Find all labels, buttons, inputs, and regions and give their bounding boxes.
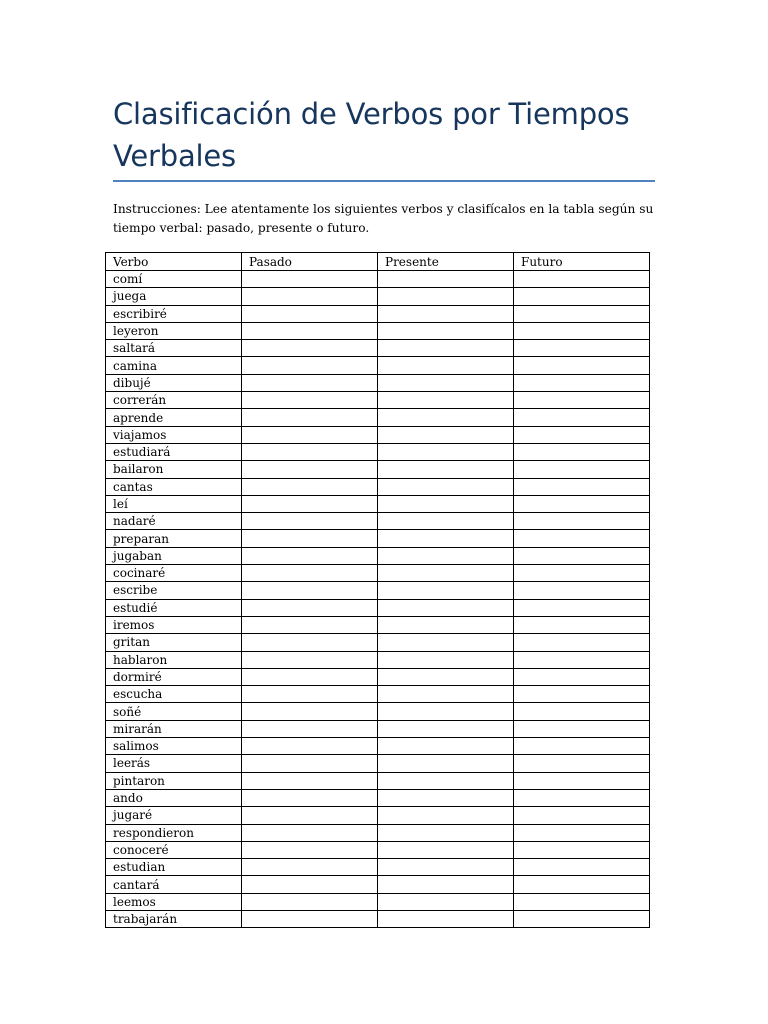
table-body [106,271,650,928]
presente-cell[interactable] [378,651,514,668]
verb-cell: mirarán [106,720,242,737]
verb-cell: camina [106,357,242,374]
futuro-cell[interactable] [514,495,650,512]
table-row [106,288,650,305]
verb-cell: comí [106,271,242,288]
presente-cell[interactable] [378,686,514,703]
presente-cell[interactable] [378,807,514,824]
verb-cell: cantará [106,876,242,893]
table-row [106,876,650,893]
pasado-cell[interactable] [242,271,378,288]
presente-cell[interactable] [378,738,514,755]
presente-cell[interactable] [378,599,514,616]
pasado-cell[interactable] [242,495,378,512]
verb-cell: estudié [106,599,242,616]
pasado-cell[interactable] [242,357,378,374]
document-title: Clasificación de Verbos por Tiempos Verbales [113,97,630,173]
pasado-cell[interactable] [242,772,378,789]
verb-cell: estudiará [106,443,242,460]
table-row [106,893,650,910]
presente-cell[interactable] [378,565,514,582]
futuro-cell[interactable] [514,409,650,426]
presente-cell[interactable] [378,461,514,478]
verb-cell: cantas [106,478,242,495]
pasado-cell[interactable] [242,530,378,547]
pasado-cell[interactable] [242,478,378,495]
pasado-cell[interactable] [242,686,378,703]
presente-cell[interactable] [378,841,514,858]
futuro-cell[interactable] [514,513,650,530]
table-row [106,357,650,374]
table-row [106,322,650,339]
verb-cell: bailaron [106,461,242,478]
verb-cell: salimos [106,738,242,755]
futuro-cell[interactable] [514,772,650,789]
futuro-cell[interactable] [514,686,650,703]
table-row [106,582,650,599]
table-row [106,374,650,391]
futuro-cell[interactable] [514,755,650,772]
table-row [106,824,650,841]
futuro-cell[interactable] [514,789,650,806]
pasado-cell[interactable] [242,876,378,893]
presente-cell[interactable] [378,495,514,512]
table-row [106,340,650,357]
table-row [106,271,650,288]
futuro-cell[interactable] [514,443,650,460]
table-row [106,686,650,703]
verb-cell: trabajarán [106,910,242,927]
pasado-cell[interactable] [242,443,378,460]
presente-cell[interactable] [378,305,514,322]
futuro-cell[interactable] [514,392,650,409]
verb-cell: dormiré [106,668,242,685]
futuro-cell[interactable] [514,478,650,495]
futuro-cell[interactable] [514,599,650,616]
presente-cell[interactable] [378,426,514,443]
futuro-cell[interactable] [514,703,650,720]
table-row [106,720,650,737]
verb-cell: juega [106,288,242,305]
table-row [106,392,650,409]
pasado-cell[interactable] [242,392,378,409]
futuro-cell[interactable] [514,461,650,478]
pasado-cell[interactable] [242,720,378,737]
presente-cell[interactable] [378,322,514,339]
futuro-cell[interactable] [514,357,650,374]
futuro-cell[interactable] [514,582,650,599]
presente-cell[interactable] [378,910,514,927]
header-futuro: Futuro [514,253,650,271]
futuro-cell[interactable] [514,288,650,305]
futuro-cell[interactable] [514,824,650,841]
verb-cell: soñé [106,703,242,720]
futuro-cell[interactable] [514,720,650,737]
futuro-cell[interactable] [514,634,650,651]
futuro-cell[interactable] [514,876,650,893]
pasado-cell[interactable] [242,599,378,616]
verb-cell: jugaban [106,547,242,564]
presente-cell[interactable] [378,547,514,564]
verb-cell: correrán [106,392,242,409]
pasado-cell[interactable] [242,461,378,478]
verb-cell: estudian [106,859,242,876]
futuro-cell[interactable] [514,841,650,858]
table-row [106,599,650,616]
verb-cell: leí [106,495,242,512]
table-header-row [106,253,650,271]
futuro-cell[interactable] [514,322,650,339]
futuro-cell[interactable] [514,807,650,824]
presente-cell[interactable] [378,824,514,841]
table-row [106,478,650,495]
pasado-cell[interactable] [242,841,378,858]
pasado-cell[interactable] [242,738,378,755]
verb-cell: pintaron [106,772,242,789]
header-verbo: Verbo [106,253,242,271]
presente-cell[interactable] [378,513,514,530]
futuro-cell[interactable] [514,426,650,443]
presente-cell[interactable] [378,374,514,391]
table-row [106,807,650,824]
verb-cell: nadaré [106,513,242,530]
pasado-cell[interactable] [242,322,378,339]
verb-cell: gritan [106,634,242,651]
presente-cell[interactable] [378,357,514,374]
table-row [106,789,650,806]
table-row [106,910,650,927]
verb-cell: aprende [106,409,242,426]
pasado-cell[interactable] [242,824,378,841]
pasado-cell[interactable] [242,668,378,685]
verb-cell: saltará [106,340,242,357]
verb-cell: respondieron [106,824,242,841]
table-row [106,305,650,322]
pasado-cell[interactable] [242,789,378,806]
presente-cell[interactable] [378,634,514,651]
table-row [106,703,650,720]
pasado-cell[interactable] [242,893,378,910]
pasado-cell[interactable] [242,703,378,720]
futuro-cell[interactable] [514,668,650,685]
futuro-cell[interactable] [514,565,650,582]
presente-cell[interactable] [378,530,514,547]
futuro-cell[interactable] [514,547,650,564]
header-presente: Presente [378,253,514,271]
pasado-cell[interactable] [242,807,378,824]
presente-cell[interactable] [378,340,514,357]
pasado-cell[interactable] [242,374,378,391]
presente-cell[interactable] [378,893,514,910]
table-row [106,651,650,668]
futuro-cell[interactable] [514,893,650,910]
futuro-cell[interactable] [514,738,650,755]
verb-cell: cocinaré [106,565,242,582]
presente-cell[interactable] [378,789,514,806]
table-row [106,513,650,530]
futuro-cell[interactable] [514,305,650,322]
presente-cell[interactable] [378,859,514,876]
table-row [106,634,650,651]
futuro-cell[interactable] [514,374,650,391]
verb-cell: iremos [106,616,242,633]
futuro-cell[interactable] [514,271,650,288]
table-row [106,530,650,547]
verb-cell: conoceré [106,841,242,858]
futuro-cell[interactable] [514,340,650,357]
table-row [106,495,650,512]
verb-cell: escribe [106,582,242,599]
verb-cell: ando [106,789,242,806]
presente-cell[interactable] [378,271,514,288]
table-row [106,755,650,772]
presente-cell[interactable] [378,720,514,737]
table-row [106,841,650,858]
table-row [106,859,650,876]
pasado-cell[interactable] [242,305,378,322]
verb-cell: jugaré [106,807,242,824]
instructions-text: Instrucciones: Lee atentamente los siguientes verbos y clasifícalos en la tabla según su tiempo verbal: pasado, presente o futuro. [113,202,654,235]
verb-cell: leyeron [106,322,242,339]
pasado-cell[interactable] [242,547,378,564]
verb-cell: leemos [106,893,242,910]
presente-cell[interactable] [378,668,514,685]
futuro-cell[interactable] [514,616,650,633]
presente-cell[interactable] [378,703,514,720]
header-pasado: Pasado [242,253,378,271]
table-row [106,565,650,582]
pasado-cell[interactable] [242,634,378,651]
pasado-cell[interactable] [242,651,378,668]
pasado-cell[interactable] [242,409,378,426]
table-row [106,461,650,478]
verb-cell: escucha [106,686,242,703]
futuro-cell[interactable] [514,651,650,668]
pasado-cell[interactable] [242,565,378,582]
presente-cell[interactable] [378,876,514,893]
presente-cell[interactable] [378,409,514,426]
verb-cell: leerás [106,755,242,772]
presente-cell[interactable] [378,582,514,599]
verb-cell: viajamos [106,426,242,443]
futuro-cell[interactable] [514,530,650,547]
table-row [106,668,650,685]
verb-cell: hablaron [106,651,242,668]
presente-cell[interactable] [378,616,514,633]
pasado-cell[interactable] [242,755,378,772]
futuro-cell[interactable] [514,859,650,876]
table-row [106,547,650,564]
pasado-cell[interactable] [242,616,378,633]
table-row [106,443,650,460]
presente-cell[interactable] [378,478,514,495]
pasado-cell[interactable] [242,859,378,876]
verb-cell: escribiré [106,305,242,322]
verb-cell: preparan [106,530,242,547]
verb-classification-table [105,252,650,928]
pasado-cell[interactable] [242,426,378,443]
presente-cell[interactable] [378,772,514,789]
pasado-cell[interactable] [242,910,378,927]
title-underline [113,180,655,182]
presente-cell[interactable] [378,392,514,409]
verb-cell: dibujé [106,374,242,391]
table-row [106,426,650,443]
presente-cell[interactable] [378,288,514,305]
pasado-cell[interactable] [242,513,378,530]
pasado-cell[interactable] [242,288,378,305]
table-row [106,738,650,755]
pasado-cell[interactable] [242,582,378,599]
presente-cell[interactable] [378,443,514,460]
pasado-cell[interactable] [242,340,378,357]
futuro-cell[interactable] [514,910,650,927]
presente-cell[interactable] [378,755,514,772]
table-row [106,409,650,426]
table-row [106,616,650,633]
table-row [106,772,650,789]
